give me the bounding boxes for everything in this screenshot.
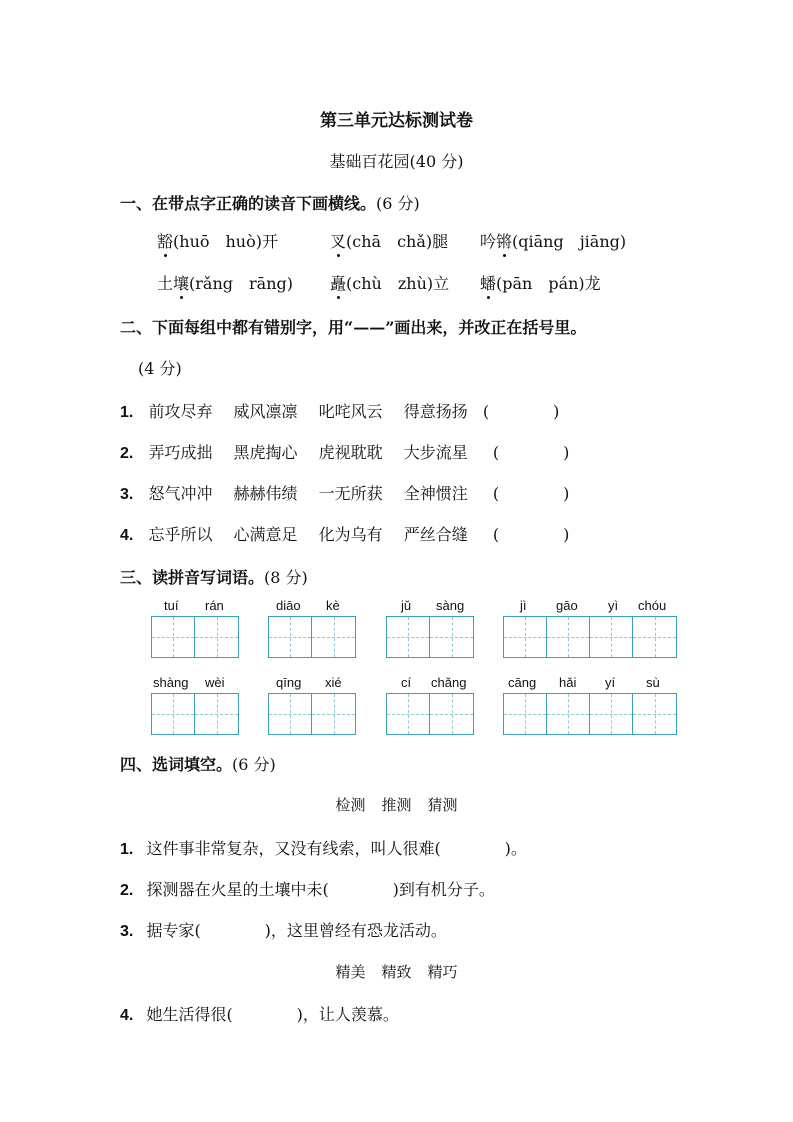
list-item	[120, 399, 559, 422]
grid-cell[interactable]	[387, 617, 430, 657]
plain-char: 吟	[480, 232, 497, 251]
pinyin-label: diāo	[276, 598, 301, 613]
pinyin-label: sàng	[436, 598, 465, 613]
pinyin-item	[330, 271, 449, 294]
heading-text: 一、在带点字正确的读音下画横线。	[120, 194, 377, 213]
dotted-char: 蟠	[480, 271, 496, 294]
grid-cell[interactable]	[547, 694, 590, 734]
grid-cell[interactable]	[504, 617, 547, 657]
writing-grid[interactable]	[503, 693, 677, 735]
grid-cell[interactable]	[269, 617, 312, 657]
writing-grid[interactable]	[268, 693, 356, 735]
pinyin-options: (chā chǎ)腿	[346, 232, 449, 251]
grid-cell[interactable]	[195, 694, 238, 734]
idiom: 前攻尽弃	[148, 402, 213, 421]
option-word: 精美	[335, 963, 366, 981]
list-item	[120, 522, 569, 545]
dotted-char: 豁	[157, 229, 173, 252]
pinyin-label: hǎi	[559, 675, 577, 690]
item-number: 2.	[120, 445, 134, 462]
answer-blank[interactable]: ( )	[492, 443, 570, 462]
pinyin-label: jǔ	[401, 598, 412, 613]
section-1-heading	[120, 191, 420, 214]
pinyin-label: shàng	[153, 675, 189, 690]
grid-cell[interactable]	[633, 617, 676, 657]
option-word: 推测	[381, 796, 412, 814]
dotted-char: 叉	[330, 229, 346, 252]
writing-grid[interactable]	[386, 693, 474, 735]
word-options	[0, 961, 793, 982]
idiom: 威风凛凛	[233, 402, 298, 421]
pinyin-label: cí	[401, 675, 412, 690]
heading-text: 四、选词填空。	[120, 755, 233, 774]
dotted-char: 矗	[330, 271, 346, 294]
question-text: 探测器在火星的土壤中未( )到有机分子。	[146, 880, 495, 899]
list-item	[120, 481, 569, 504]
writing-grid[interactable]	[268, 616, 356, 658]
question-text: 这件事非常复杂，又没有线索，叫人很难( )。	[146, 839, 527, 858]
pinyin-label: yí	[605, 675, 616, 690]
pinyin-label: wèi	[205, 675, 225, 690]
item-number: 4.	[120, 1007, 134, 1024]
answer-blank[interactable]: ( )	[492, 525, 570, 544]
item-number: 1.	[120, 841, 134, 858]
pinyin-item	[480, 271, 601, 294]
option-word: 精致	[381, 963, 412, 981]
pinyin-label: kè	[326, 598, 340, 613]
grid-cell[interactable]	[152, 617, 195, 657]
idiom: 大步流星	[403, 443, 468, 462]
heading-text: 三、读拼音写词语。	[120, 568, 265, 587]
pinyin-label: tuí	[164, 598, 179, 613]
question	[120, 877, 495, 900]
question-text: 她生活得很( )，让人羡慕。	[146, 1005, 399, 1024]
idiom: 叱咤风云	[318, 402, 383, 421]
item-number: 4.	[120, 527, 134, 544]
option-word: 检测	[335, 796, 366, 814]
pinyin-item	[157, 271, 293, 294]
idiom: 全神惯注	[403, 484, 468, 503]
list-item	[120, 440, 569, 463]
idiom: 化为乌有	[318, 525, 383, 544]
pinyin-label: qīng	[276, 675, 302, 690]
heading-score: (8 分)	[264, 568, 308, 587]
grid-cell[interactable]	[312, 694, 355, 734]
pinyin-options: (rǎng rāng)	[189, 274, 293, 293]
item-number: 3.	[120, 923, 134, 940]
page-title: 第三单元达标测试卷	[320, 111, 473, 131]
idiom: 忘乎所以	[148, 525, 213, 544]
answer-blank[interactable]: ( )	[492, 484, 570, 503]
pinyin-options: (chù zhù)立	[346, 274, 450, 293]
grid-cell[interactable]	[547, 617, 590, 657]
question	[120, 918, 447, 941]
pinyin-item	[330, 229, 448, 252]
pinyin-label: jì	[520, 598, 527, 613]
item-number: 3.	[120, 486, 134, 503]
question	[120, 836, 527, 859]
grid-cell[interactable]	[590, 694, 633, 734]
grid-cell[interactable]	[633, 694, 676, 734]
pinyin-options: (qiāng jiāng)	[512, 232, 627, 251]
heading-score: (6 分)	[376, 194, 420, 213]
grid-cell[interactable]	[387, 694, 430, 734]
pinyin-label: yì	[608, 598, 619, 613]
grid-cell[interactable]	[504, 694, 547, 734]
grid-cell[interactable]	[430, 694, 473, 734]
option-word: 猜测	[427, 796, 458, 814]
answer-blank[interactable]: ( )	[482, 402, 560, 421]
idiom: 黑虎掏心	[233, 443, 298, 462]
pinyin-label: cāng	[508, 675, 537, 690]
grid-cell[interactable]	[312, 617, 355, 657]
pinyin-item	[480, 229, 626, 252]
word-options	[0, 794, 793, 815]
idiom: 严丝合缝	[403, 525, 468, 544]
pinyin-label: chóu	[638, 598, 667, 613]
pinyin-label: xié	[325, 675, 342, 690]
pinyin-label: chǎng	[431, 675, 467, 690]
heading-score: (6 分)	[232, 755, 276, 774]
idiom: 怒气冲冲	[148, 484, 213, 503]
section-4-heading	[120, 752, 276, 775]
dotted-char: 壤	[173, 271, 189, 294]
pinyin-label: gāo	[556, 598, 578, 613]
question	[120, 1002, 399, 1025]
idiom: 一无所获	[318, 484, 383, 503]
pinyin-options: (pān pán)龙	[496, 274, 601, 293]
writing-grid[interactable]	[503, 616, 677, 658]
grid-cell[interactable]	[152, 694, 195, 734]
section-subtitle: 基础百花园(40 分)	[329, 152, 464, 171]
question-text: 据专家( )，这里曾经有恐龙活动。	[146, 921, 447, 940]
pinyin-label: rán	[205, 598, 224, 613]
grid-cell[interactable]	[430, 617, 473, 657]
section-3-heading	[120, 565, 308, 588]
idiom: 赫赫伟绩	[233, 484, 298, 503]
pinyin-options: (huō huò)开	[173, 232, 278, 251]
grid-cell[interactable]	[590, 617, 633, 657]
grid-cell[interactable]	[269, 694, 312, 734]
grid-cell[interactable]	[195, 617, 238, 657]
section-2-score: (4 分)	[138, 359, 182, 378]
item-number: 1.	[120, 404, 134, 421]
dotted-char: 锵	[496, 229, 512, 252]
idiom: 心满意足	[233, 525, 298, 544]
option-word: 精巧	[427, 963, 458, 981]
idiom: 虎视耽耽	[318, 443, 383, 462]
writing-grid[interactable]	[151, 693, 239, 735]
idiom: 得意扬扬	[403, 402, 468, 421]
pinyin-label: sù	[646, 675, 660, 690]
item-number: 2.	[120, 882, 134, 899]
pinyin-item	[157, 229, 278, 252]
idiom: 弄巧成拙	[148, 443, 213, 462]
section-2-heading: 二、下面每组中都有错别字，用“——”画出来，并改正在括号里。	[120, 318, 587, 337]
writing-grid[interactable]	[151, 616, 239, 658]
plain-char: 土	[157, 274, 174, 293]
writing-grid[interactable]	[386, 616, 474, 658]
